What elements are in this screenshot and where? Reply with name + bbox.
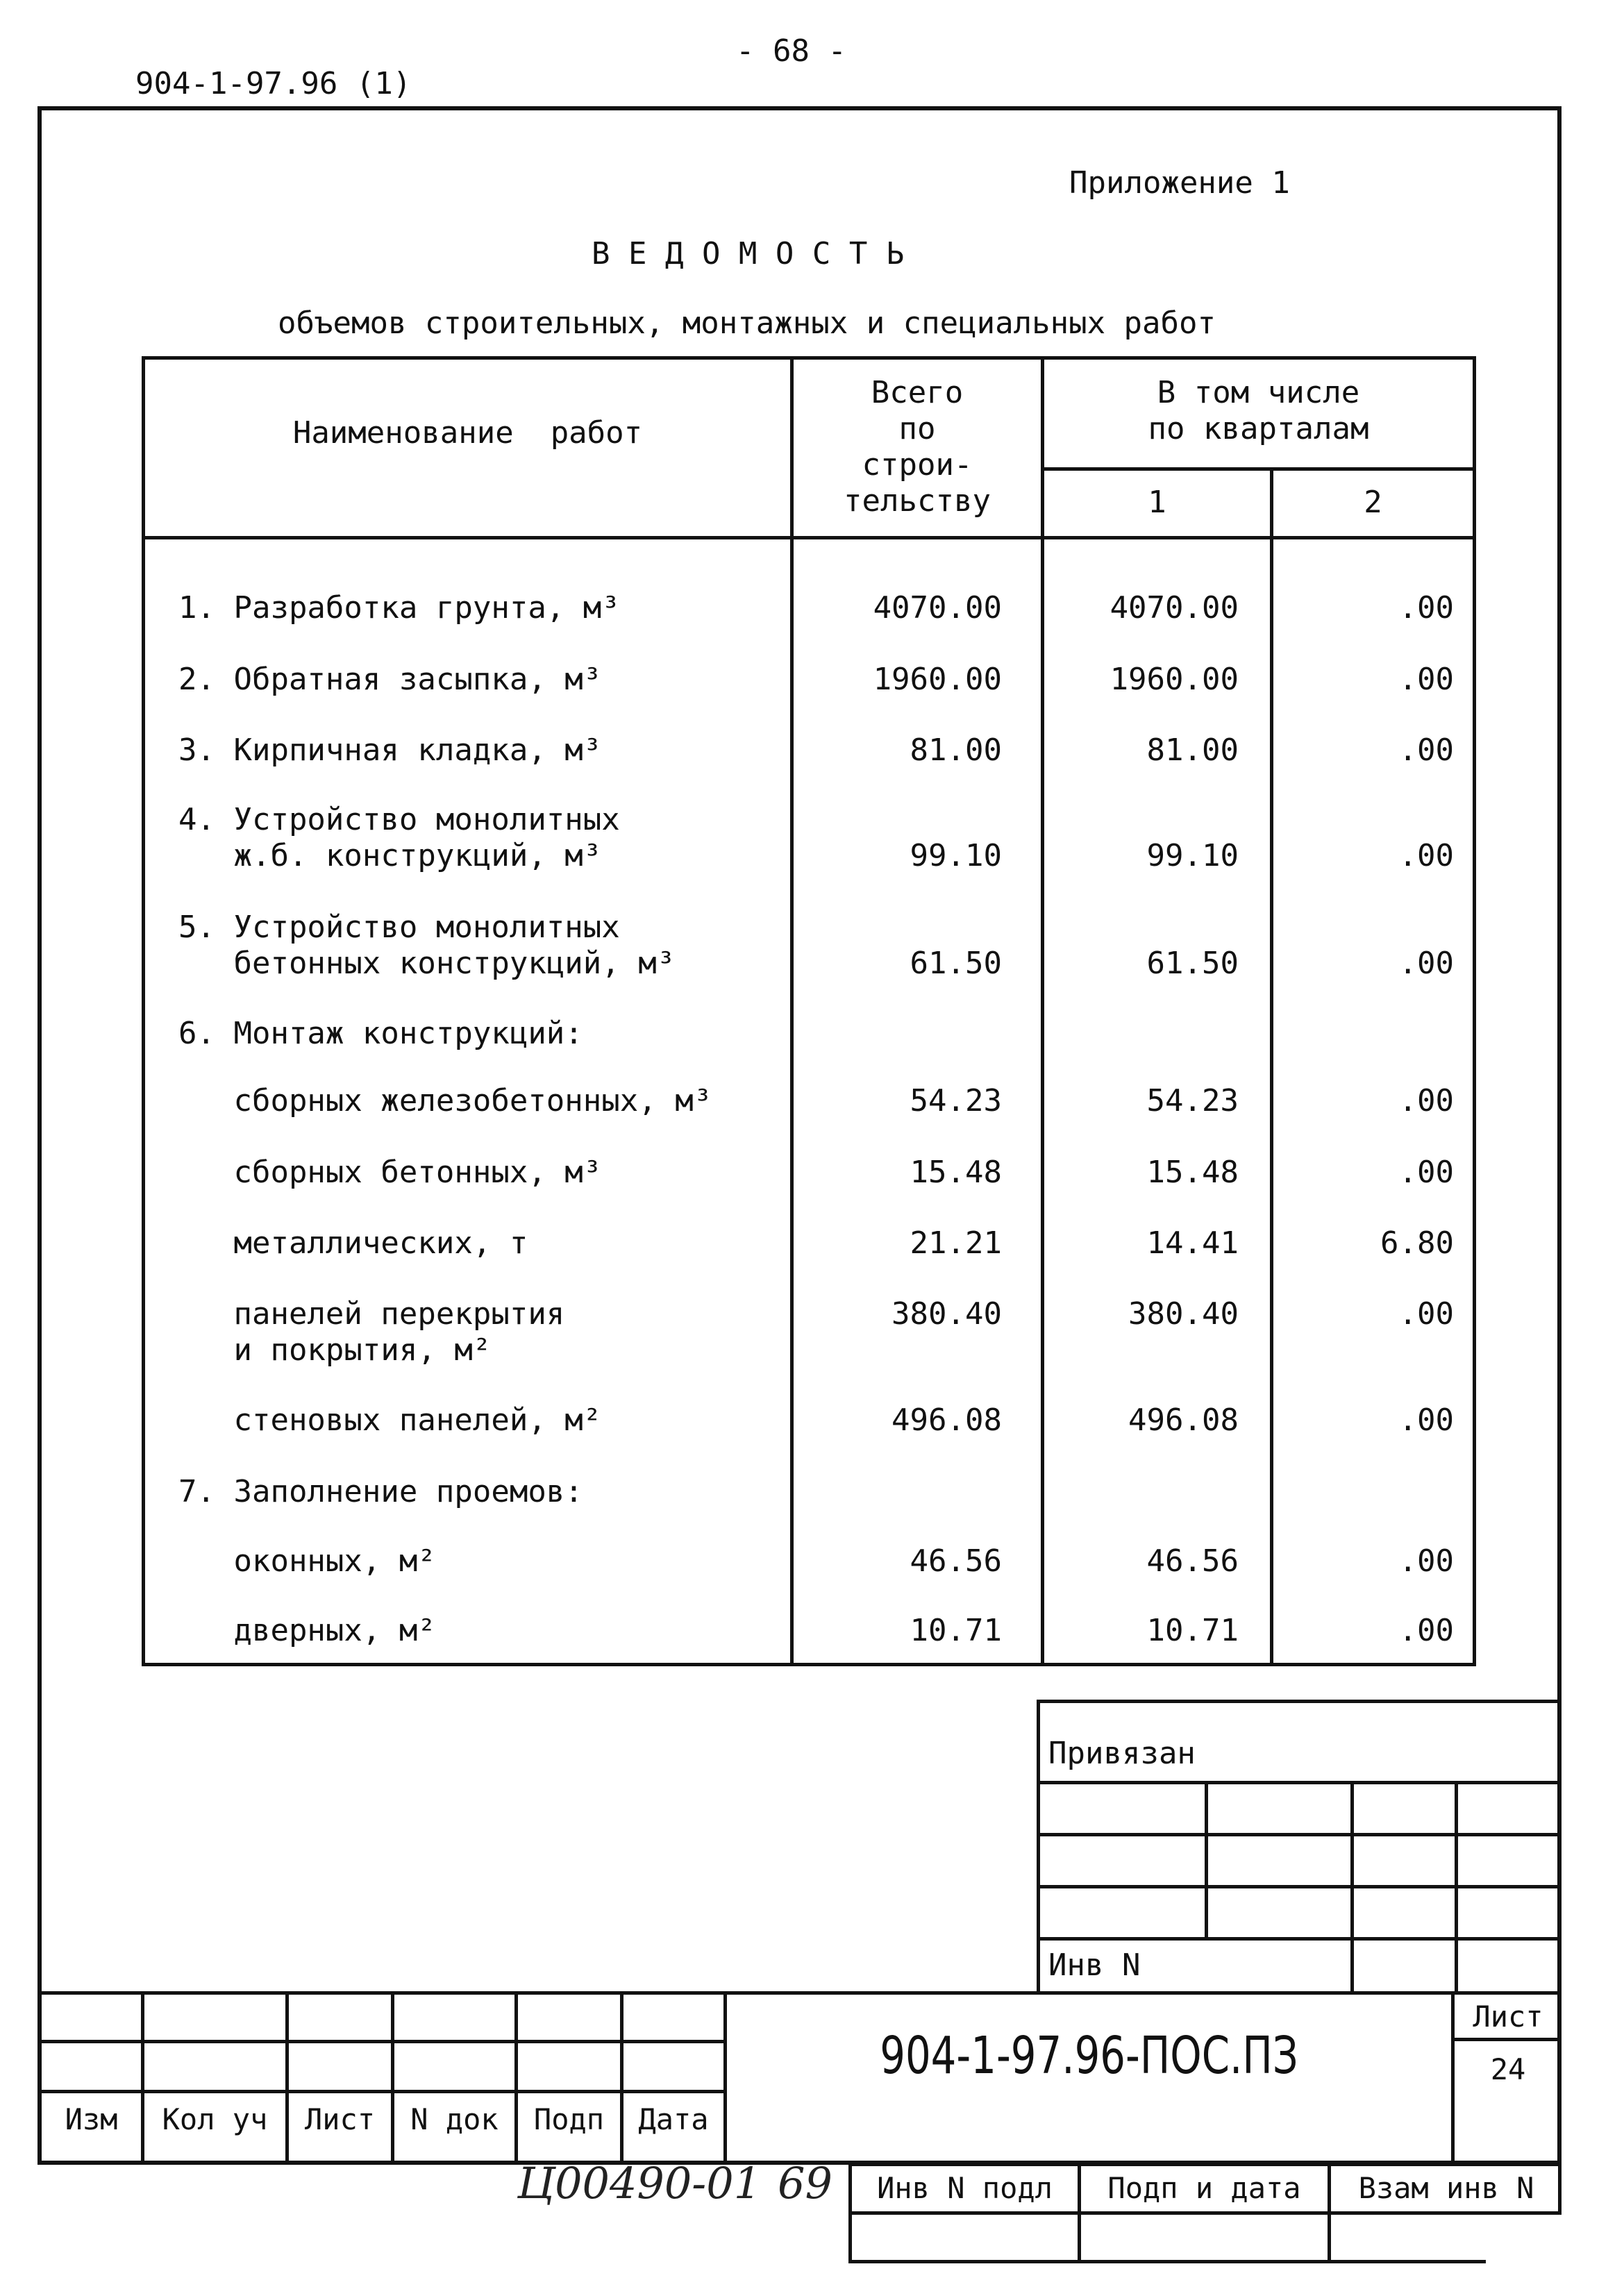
table-row-name (178, 1402, 601, 1439)
table-row-name (178, 590, 620, 626)
stamp-line (1037, 1833, 1562, 1836)
works-volume-table (142, 356, 1476, 1666)
table-cell-q1: 81.00 (1146, 732, 1239, 768)
stamp-header-izm: Изм (65, 2102, 118, 2136)
header-total-line: тельству (844, 483, 991, 519)
table-cell-total: 61.50 (910, 946, 1002, 981)
table-cell-q2: .00 (1398, 1613, 1454, 1648)
table-row-name-line: 7. Заполнение проемов: (178, 1474, 583, 1509)
stamp-header-n-dok: N док (410, 2102, 499, 2136)
inv-n-podl-label: Инв N подл (877, 2171, 1053, 2205)
table-cell-q2: .00 (1398, 1155, 1454, 1190)
table-cell-q2: .00 (1398, 590, 1454, 626)
table-cell-q1: 380.40 (1128, 1296, 1239, 1332)
table-cell-q2: .00 (1398, 662, 1454, 697)
header-total-line: Всего (871, 375, 964, 410)
stamp-line (1451, 2038, 1562, 2041)
table-cell-total: 10.71 (910, 1613, 1002, 1648)
table-cell-q1: 99.10 (1146, 838, 1239, 873)
stamp-line (1037, 1781, 1562, 1784)
table-cell-q1: 1960.00 (1110, 662, 1239, 697)
table-cell-q1: 4070.00 (1110, 590, 1239, 626)
table-row-name-line: 6. Монтаж конструкций: (178, 1016, 583, 1051)
table-cell-total: 1960.00 (873, 662, 1002, 697)
podp-i-data-label: Подп и дата (1107, 2171, 1301, 2205)
stamp-line (848, 2211, 1562, 2215)
table-col-divider (1041, 360, 1044, 1663)
table-row-name-line: металлических, т (178, 1225, 528, 1261)
table-col-divider (790, 360, 794, 1663)
stamp-line (1037, 1937, 1562, 1941)
vzam-inv-n-label: Взам инв N (1358, 2171, 1534, 2205)
inv-n-label: Инв N (1048, 1947, 1141, 1983)
stamp-doc-code-box (727, 2026, 1451, 2102)
stamp-header-podp: Подп (533, 2102, 605, 2136)
table-cell-q2: .00 (1398, 732, 1454, 768)
table-row-name (178, 1474, 583, 1510)
table-row-name (178, 1083, 712, 1119)
stamp-header-list: Лист (304, 2102, 376, 2136)
table-cell-q1: 14.41 (1146, 1225, 1239, 1261)
table-cell-q1: 15.48 (1146, 1155, 1239, 1190)
table-header-bottom (145, 536, 1473, 539)
stamp-line (1205, 1781, 1208, 1937)
table-cell-total: 4070.00 (873, 590, 1002, 626)
table-row-name-line: 2. Обратная засыпка, м³ (178, 662, 602, 697)
table-cell-total: 46.56 (910, 1543, 1002, 1579)
header-quarters-line: по кварталам (1148, 411, 1369, 446)
stamp-line (1037, 1885, 1562, 1888)
header-total (794, 375, 1041, 519)
handwritten-code: Ц00490-01 (517, 2158, 762, 2209)
stamp-line (37, 1991, 1562, 1995)
sheet-number: 24 (1490, 2052, 1526, 2086)
table-header-divider (1041, 467, 1473, 471)
table-cell-total: 21.21 (910, 1225, 1002, 1261)
header-total-line: по (898, 411, 936, 446)
document-code-header: 904-1-97.96 (1) (135, 66, 412, 101)
table-cell-total: 81.00 (910, 732, 1002, 768)
table-cell-q1: 61.50 (1146, 946, 1239, 981)
table-cell-q2: .00 (1398, 946, 1454, 981)
table-row-name-line: панелей перекрытия (178, 1296, 565, 1332)
table-cell-q2: 6.80 (1380, 1225, 1454, 1261)
table-cell-q2: .00 (1398, 1296, 1454, 1332)
stamp-line (1455, 1781, 1458, 1993)
table-row-name-line: стеновых панелей, м² (178, 1402, 602, 1438)
table-row-name (178, 1225, 528, 1262)
header-quarters-line: В том числе (1157, 375, 1360, 410)
document-subtitle: объемов строительных, монтажных и специальных работ (278, 305, 1216, 341)
table-cell-total: 54.23 (910, 1083, 1002, 1118)
table-row-name (178, 1543, 436, 1579)
header-total-line: строи- (862, 447, 973, 483)
stamp-line (285, 1991, 289, 2165)
privyazan-label: Привязан (1048, 1736, 1196, 1771)
header-work-name: Наименование работ (292, 415, 643, 451)
stamp-line (514, 1991, 518, 2165)
table-cell-total: 496.08 (891, 1402, 1002, 1438)
table-row-name (178, 1613, 436, 1649)
table-cell-total: 380.40 (891, 1296, 1002, 1332)
stamp-header-data: Дата (638, 2102, 709, 2136)
stamp-header-kol-uch: Кол уч (162, 2102, 268, 2136)
table-cell-total: 15.48 (910, 1155, 1002, 1190)
table-row-name-line: и покрытия, м² (178, 1332, 492, 1368)
stamp-line (848, 2260, 1486, 2263)
sheet-label: Лист (1473, 2000, 1543, 2034)
header-quarter-2: 2 (1364, 485, 1382, 520)
header-quarters (1044, 375, 1473, 447)
table-row-name (178, 1296, 564, 1368)
table-row-name-line: дверных, м² (178, 1613, 436, 1648)
table-cell-q2: .00 (1398, 1402, 1454, 1438)
table-cell-q2: .00 (1398, 1543, 1454, 1579)
document-title: В Е Д О М О С Т Ь (592, 236, 905, 271)
stamp-line (620, 1991, 623, 2165)
table-row-name (178, 910, 675, 982)
table-cell-q1: 46.56 (1146, 1543, 1239, 1579)
table-cell-total: 99.10 (910, 838, 1002, 873)
page-number: - 68 - (736, 33, 846, 69)
table-row-name (178, 1016, 583, 1052)
table-row-name-line: сборных железобетонных, м³ (178, 1083, 712, 1118)
table-row-name-line: 5. Устройство монолитных (178, 910, 620, 945)
table-row-name (178, 1155, 601, 1191)
stamp-line (1350, 1781, 1354, 1993)
appendix-label: Приложение 1 (1069, 165, 1290, 201)
stamp-line (391, 1991, 394, 2165)
table-row-name-line: оконных, м² (178, 1543, 436, 1579)
stamp-line (1037, 1700, 1562, 1703)
table-row-name-line: ж.б. конструкций, м³ (178, 838, 602, 873)
table-row-name (178, 802, 620, 874)
table-row-name-line: сборных бетонных, м³ (178, 1155, 602, 1190)
header-quarter-1: 1 (1148, 485, 1166, 520)
table-cell-q1: 10.71 (1146, 1613, 1239, 1648)
table-col-divider (1270, 467, 1273, 1663)
stamp-doc-code: 904-1-97.96-ПОС.ПЗ (880, 2026, 1298, 2086)
handwritten-number: 69 (778, 2158, 832, 2209)
table-row-name (178, 662, 601, 698)
stamp-line (1037, 1700, 1040, 1993)
stamp-line (848, 2163, 1562, 2166)
table-row-name (178, 732, 601, 769)
table-cell-q2: .00 (1398, 838, 1454, 873)
table-row-name-line: 1. Разработка грунта, м³ (178, 590, 620, 626)
table-cell-q1: 54.23 (1146, 1083, 1239, 1118)
stamp-line (141, 1991, 144, 2165)
table-cell-q2: .00 (1398, 1083, 1454, 1118)
table-row-name-line: 4. Устройство монолитных (178, 802, 620, 837)
table-cell-q1: 496.08 (1128, 1402, 1239, 1438)
table-row-name-line: бетонных конструкций, м³ (178, 946, 676, 981)
table-row-name-line: 3. Кирпичная кладка, м³ (178, 732, 602, 768)
